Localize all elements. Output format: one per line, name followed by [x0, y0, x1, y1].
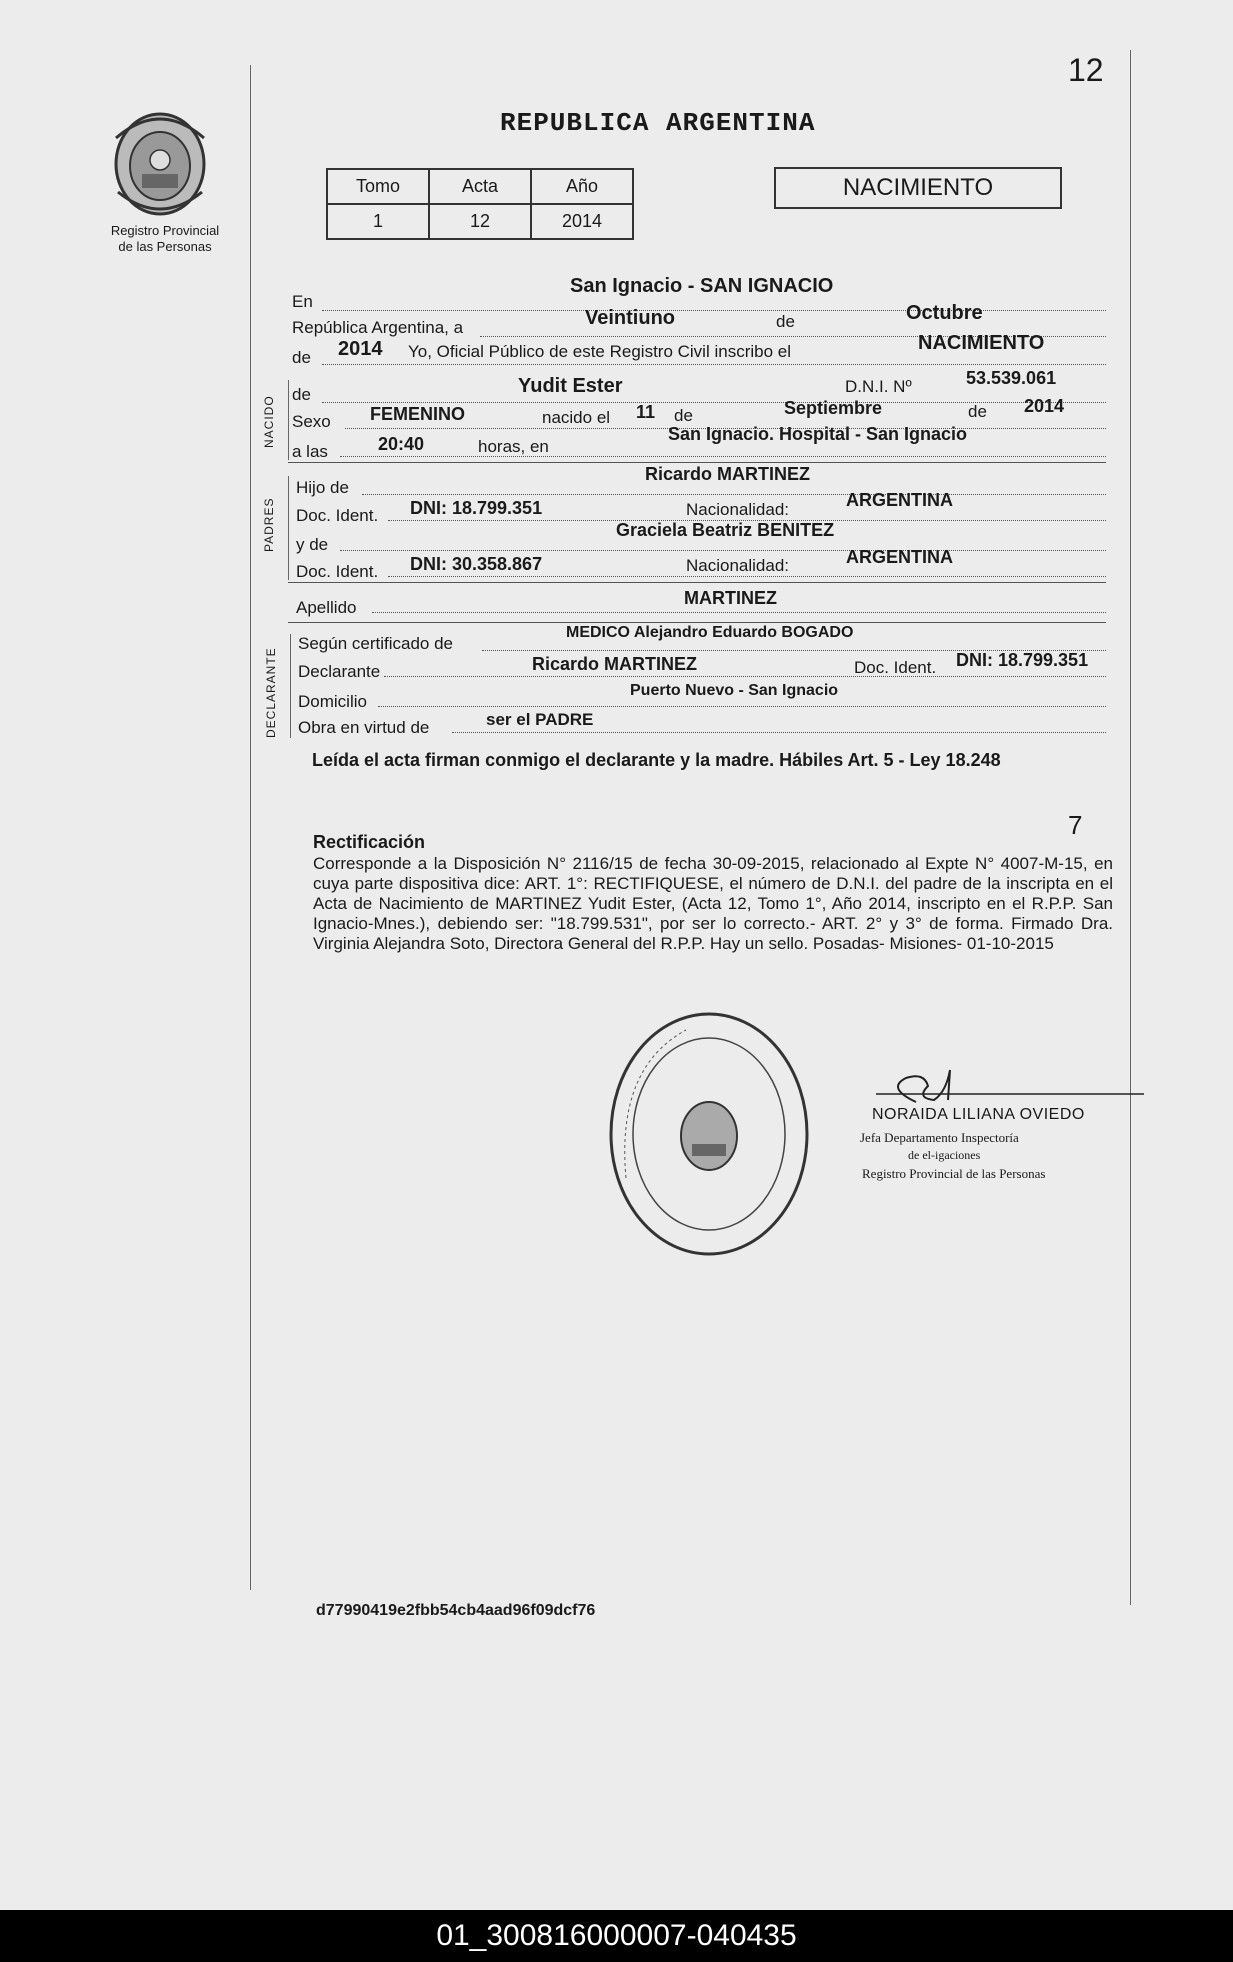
document-hash: d77990419e2fbb54cb4aad96f09dcf76	[316, 1602, 596, 1619]
province-seal-logo	[110, 108, 210, 220]
mes-value: Octubre	[906, 302, 983, 324]
padre-nac-value: ARGENTINA	[846, 490, 953, 510]
side-label-nacido: NACIDO	[262, 395, 276, 448]
registry-value-anio: 2014	[531, 204, 633, 239]
registry-header-acta: Acta	[429, 169, 531, 204]
yde-label: y de	[296, 535, 329, 554]
registry-value-acta: 12	[429, 204, 531, 239]
section-divider-3	[288, 622, 1106, 623]
page-number: 12	[1068, 52, 1104, 88]
madre-doc-label: Doc. Ident.	[296, 562, 379, 581]
section-divider-1	[288, 462, 1106, 463]
page-title: REPUBLICA ARGENTINA	[500, 108, 816, 138]
declarante-bracket	[290, 634, 291, 738]
en-label: En	[292, 292, 313, 311]
madre-nac-label: Nacionalidad:	[686, 556, 790, 575]
apellido-label: Apellido	[296, 598, 357, 617]
de-label: de	[776, 312, 795, 331]
tipo-value: NACIMIENTO	[918, 332, 1045, 354]
line-apellido	[372, 612, 1106, 613]
de4-label: de	[674, 406, 693, 425]
de2-label: de	[292, 348, 311, 367]
registry-table	[326, 168, 634, 240]
oficial-text: Yo, Oficial Público de este Registro Civil inscribo el	[408, 342, 791, 361]
sexo-value: FEMENINO	[370, 404, 466, 424]
ministry-stamp	[606, 1008, 812, 1260]
logo-caption-2: de las Personas	[118, 239, 212, 254]
signer-title-line2: de el-igaciones	[908, 1148, 981, 1162]
rectificacion-number: 7	[1068, 810, 1083, 840]
nacido-label: nacido el	[542, 408, 611, 427]
registry-header-anio: Año	[531, 169, 633, 204]
padre-doc-label: Doc. Ident.	[296, 506, 379, 525]
padre-doc-value: DNI: 18.799.351	[410, 498, 543, 518]
line-domicilio	[378, 706, 1106, 707]
sexo-label: Sexo	[292, 412, 331, 431]
padres-bracket	[288, 476, 289, 580]
line-en	[322, 310, 1106, 311]
footer-id: 01_300816000007-040435	[0, 1910, 1233, 1962]
alas-label: a las	[292, 442, 328, 461]
obra-value: ser el PADRE	[486, 710, 594, 729]
domicilio-label: Domicilio	[298, 692, 367, 711]
line-madre	[340, 550, 1106, 551]
de3-label: de	[292, 385, 311, 404]
padre-nac-label: Nacionalidad:	[686, 500, 790, 519]
nacido-bracket	[288, 380, 289, 460]
hora-value: 20:40	[378, 434, 425, 454]
side-label-padres: PADRES	[262, 497, 276, 552]
nombre-value: Yudit Ester	[518, 375, 623, 397]
signer-title-line1: Jefa Departamento Inspectoría	[860, 1130, 1019, 1145]
apellido-value: MARTINEZ	[684, 588, 777, 608]
registry-header-tomo: Tomo	[327, 169, 429, 204]
hijo-label: Hijo de	[296, 478, 349, 497]
signer-name: NORAIDA LILIANA OVIEDO	[872, 1106, 1085, 1123]
dia-value: Veintiuno	[585, 307, 675, 329]
en-value: San Ignacio - SAN IGNACIO	[570, 275, 834, 297]
declarante-value: Ricardo MARTINEZ	[532, 654, 698, 674]
madre-value: Graciela Beatriz BENITEZ	[616, 520, 835, 540]
dni-value: 53.539.061	[966, 368, 1057, 388]
nac-anio-value: 2014	[1024, 396, 1065, 416]
declarante-doc-value: DNI: 18.799.351	[956, 650, 1089, 670]
dni-label: D.N.I. Nº	[845, 377, 912, 396]
obra-label: Obra en virtud de	[298, 718, 430, 737]
anio-value: 2014	[338, 338, 383, 360]
line-hora	[340, 456, 1106, 457]
right-margin-line	[1130, 50, 1131, 1605]
closing-text: Leída el acta firman conmigo el declarante y la madre. Hábiles Art. 5 - Ley 18.248	[312, 750, 1001, 770]
line-declarante	[384, 676, 1106, 677]
side-label-declarante: DECLARANTE	[264, 647, 278, 738]
logo-caption-1: Registro Provincial	[110, 223, 220, 238]
padre-value: Ricardo MARTINEZ	[645, 464, 811, 484]
madre-doc-value: DNI: 30.358.867	[410, 554, 543, 574]
declarante-doc-label: Doc. Ident.	[854, 658, 937, 677]
section-divider-2	[288, 582, 1106, 583]
line-madre-doc	[388, 576, 1106, 577]
certificado-label: Según certificado de	[298, 634, 453, 653]
madre-nac-value: ARGENTINA	[846, 547, 953, 567]
rectificacion-body: Corresponde a la Disposición N° 2116/15 de fecha 30-09-2015, relacionado al Expte N° 4007-M-15, en cuya parte dispositiva dice: ART. 1°: RECTIFIQUESE, el número de D.N.I. del padre de la inscripta en el Acta de Nacimiento de MARTINEZ Yudit Ester, (Acta 12, Tomo 1°, Año 2014, inscripto en el R.P.P. San Ignacio-Mnes.), debiendo ser: "18.799.531", por ser lo correcto.- ART. 2° y 3° de forma. Firmado Dra. Virginia Alejandra Soto, Directora General del R.P.P. Hay un sello. Posadas- Misiones- 01-10-2015	[313, 854, 1113, 953]
line-padre	[362, 494, 1106, 495]
nac-dia-value: 11	[636, 402, 656, 422]
republica-label: República Argentina, a	[292, 318, 464, 337]
domicilio-value: Puerto Nuevo - San Ignacio	[630, 682, 839, 699]
margin-line	[250, 65, 251, 1590]
de5-label: de	[968, 402, 987, 421]
registry-value-tomo: 1	[327, 204, 429, 239]
lugar-value: San Ignacio. Hospital - San Ignacio	[668, 424, 968, 444]
line-obra	[452, 732, 1106, 733]
nac-mes-value: Septiembre	[784, 398, 883, 418]
signature-scribble	[876, 1068, 1146, 1108]
horas-label: horas, en	[478, 437, 549, 456]
line-nombre	[322, 402, 1106, 403]
line-anio	[322, 364, 1106, 365]
declarante-label: Declarante	[298, 662, 381, 681]
certificado-value: MEDICO Alejandro Eduardo BOGADO	[566, 624, 854, 641]
signer-title-line3: Registro Provincial de las Personas	[862, 1166, 1046, 1181]
act-type-box: NACIMIENTO	[774, 167, 1062, 209]
rectificacion-title: Rectificación	[313, 832, 426, 852]
